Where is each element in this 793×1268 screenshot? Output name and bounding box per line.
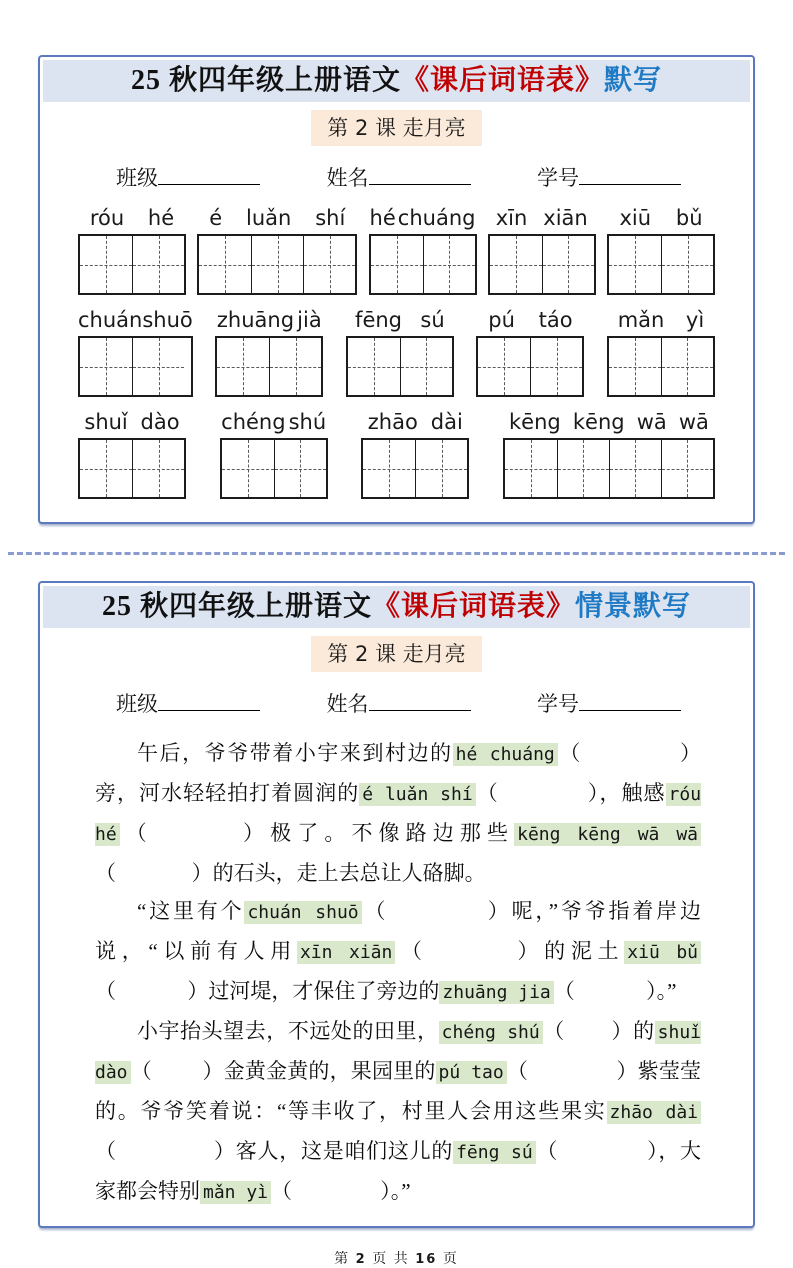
writing-grid	[488, 234, 596, 295]
pinyin-highlight: zhuāng jia	[439, 981, 553, 1004]
answer-blank	[271, 1179, 391, 1203]
open-paren: （	[542, 1019, 565, 1043]
passage-text: 极了。不像路边那些	[270, 821, 515, 845]
writing-grid	[361, 438, 469, 499]
title-prefix: 25 秋四年级上册语文	[130, 65, 401, 96]
pinyin-syllable: dào	[140, 410, 180, 434]
word-grid-area	[78, 206, 715, 522]
pinyin-syllable: shí	[315, 206, 346, 230]
close-paren: ）	[646, 979, 657, 1003]
pinyin-highlight: chéng shú	[439, 1021, 543, 1044]
word-block	[488, 206, 596, 295]
close-paren: ）	[616, 1059, 638, 1083]
pinyin-syllable: jià	[297, 308, 322, 332]
pinyin-label	[488, 206, 596, 231]
writing-grid	[215, 336, 323, 397]
pinyin-syllable: yì	[685, 308, 705, 332]
passage-text: ，触感	[599, 781, 666, 805]
pinyin-syllable: dài	[430, 410, 463, 434]
writing-cell	[251, 236, 303, 293]
answer-blank	[95, 1139, 236, 1163]
lesson-badge: 第 2 课 走月亮	[311, 636, 481, 672]
pinyin-syllable: chuáng	[397, 206, 476, 230]
pinyin-highlight: é luǎn shí	[359, 783, 475, 806]
word-block	[369, 206, 477, 295]
blank-gap	[116, 997, 187, 998]
word-block	[215, 308, 323, 397]
passage-text: “这里有个	[137, 899, 245, 923]
close-paren: ）	[191, 861, 213, 885]
pinyin-label	[78, 206, 186, 231]
answer-blank	[95, 979, 208, 1003]
writing-grid	[607, 234, 715, 295]
writing-cell	[80, 440, 132, 497]
close-paren: ）	[236, 821, 271, 845]
answer-blank	[558, 741, 701, 765]
answer-blank	[536, 1139, 659, 1163]
pinyin-syllable: chéng	[221, 410, 286, 434]
passage-text: 小宇抬头望去，不远处的田里，	[137, 1019, 439, 1043]
passage-paragraph	[95, 892, 701, 1012]
open-paren: （	[95, 979, 116, 1003]
open-paren: （	[557, 741, 582, 765]
word-block	[78, 308, 193, 397]
word-block	[346, 308, 454, 397]
close-paren: ）	[678, 741, 702, 765]
footer-text: 页 共	[372, 1252, 410, 1267]
cut-line-divider	[8, 552, 785, 555]
class-blank-line	[158, 689, 260, 711]
page-footer	[0, 1248, 793, 1268]
close-paren: ）	[511, 939, 545, 963]
answer-blank	[554, 979, 657, 1003]
open-paren: （	[95, 1139, 117, 1163]
blank-gap	[153, 839, 237, 840]
writing-cell	[478, 338, 530, 395]
blank-gap	[292, 1197, 380, 1198]
writing-cell	[542, 236, 594, 293]
pinyin-label	[78, 308, 193, 333]
writing-cell	[371, 236, 423, 293]
writing-cell	[363, 440, 415, 497]
word-block	[197, 206, 357, 295]
writing-cell	[415, 440, 467, 497]
title-prefix: 25 秋四年级上册语文	[101, 591, 372, 622]
pinyin-syllable: sú	[420, 308, 445, 332]
word-block	[220, 410, 328, 499]
pinyin-syllable: chuán	[78, 308, 143, 332]
writing-cell	[274, 440, 326, 497]
answer-blank	[131, 1059, 224, 1083]
pinyin-syllable: hé	[369, 206, 396, 230]
writing-cell	[490, 236, 542, 293]
pinyin-syllable: hé	[147, 206, 175, 230]
passage-text: 的泥土	[544, 939, 625, 963]
pinyin-highlight: xīn xiān	[297, 941, 395, 964]
pinyin-syllable: é	[209, 206, 223, 230]
pinyin-label	[607, 206, 715, 231]
pinyin-syllable: zhāo	[367, 410, 418, 434]
name-blank-line	[369, 689, 471, 711]
pinyin-highlight: shuǐ dào	[95, 1022, 701, 1083]
writing-cell	[661, 338, 713, 395]
passage-text: 过河堤，才保住了旁边的	[208, 979, 440, 1003]
passage-text: 紫莹莹的。爷爷笑着说：“等丰收了，村里人会用这些果实	[95, 1059, 702, 1123]
open-paren: （	[130, 1059, 152, 1083]
writing-cell	[132, 440, 184, 497]
pinyin-syllable: mǎn	[617, 308, 665, 332]
writing-cell	[609, 338, 661, 395]
pinyin-label	[607, 308, 715, 333]
passage-text: 呢，”爷爷指着岸边说，“以前有人用	[95, 899, 701, 963]
dictation-panel	[38, 55, 755, 524]
pinyin-label	[197, 206, 357, 231]
passage-text: 的	[633, 1019, 655, 1043]
student-id-label: 学号	[537, 166, 579, 190]
pinyin-label	[78, 410, 186, 435]
word-block	[607, 308, 715, 397]
pinyin-highlight: zhāo dài	[607, 1101, 701, 1124]
writing-grid	[78, 438, 186, 499]
pinyin-syllable: shuō	[142, 308, 193, 332]
pinyin-syllable: zhuāng	[216, 308, 295, 332]
title-type: 情景默写	[575, 591, 692, 622]
title-book-name: 《课后词语表》	[400, 65, 604, 96]
writing-cell	[530, 338, 582, 395]
close-paren: ）	[213, 1139, 236, 1163]
writing-cell	[400, 338, 452, 395]
title-type: 默写	[604, 65, 663, 96]
pinyin-label	[476, 308, 584, 333]
blank-gap	[152, 1077, 202, 1078]
student-id-blank-line	[579, 689, 681, 711]
blank-gap	[117, 1157, 214, 1158]
pinyin-highlight: kēng kēng wā wā	[514, 823, 701, 846]
pinyin-label	[361, 410, 469, 435]
blank-gap	[582, 759, 679, 760]
writing-cell	[132, 338, 184, 395]
name-label: 姓名	[326, 166, 369, 190]
writing-grid	[476, 336, 584, 397]
blank-gap	[565, 1037, 611, 1038]
passage-paragraph	[95, 734, 701, 892]
close-paren: ）	[380, 1179, 391, 1203]
blank-gap	[388, 917, 485, 918]
blank-gap	[428, 957, 512, 958]
blank-gap	[575, 997, 646, 998]
passage-text: 午后，爷爷带着小宇来到村边的	[137, 741, 453, 765]
writing-grid	[369, 234, 477, 295]
writing-grid	[197, 234, 357, 295]
class-blank-line	[158, 163, 260, 185]
open-paren: （	[506, 1059, 529, 1083]
answer-blank	[395, 939, 544, 963]
title-book-name: 《课后词语表》	[371, 591, 575, 622]
blank-gap	[558, 1157, 646, 1158]
answer-blank	[362, 899, 512, 923]
pinyin-highlight: róu hé	[95, 784, 702, 845]
word-block	[361, 410, 469, 499]
passage-text: 的石头，走上去总让人硌脚。	[212, 861, 486, 885]
writing-cell	[199, 236, 251, 293]
open-paren: （	[553, 979, 575, 1003]
pinyin-label	[346, 308, 454, 333]
writing-grid	[78, 336, 193, 397]
close-paren: ）	[187, 979, 209, 1003]
pinyin-syllable: fēng	[355, 308, 402, 332]
answer-blank	[120, 821, 270, 845]
word-block	[503, 410, 715, 499]
lesson-badge: 第 2 课 走月亮	[311, 110, 481, 146]
passage-text: 金黄金黄的，果园里的	[223, 1059, 436, 1083]
writing-cell	[217, 338, 269, 395]
writing-cell	[132, 236, 184, 293]
word-row	[78, 410, 715, 499]
context-dictation-panel	[38, 581, 755, 1228]
word-row	[78, 308, 715, 397]
student-info-row	[116, 162, 681, 192]
writing-cell	[80, 236, 132, 293]
name-label: 姓名	[326, 692, 369, 716]
pinyin-syllable: róu	[89, 206, 125, 230]
open-paren: （	[119, 821, 153, 845]
student-id-field	[537, 688, 681, 718]
panel2-title	[43, 586, 750, 628]
writing-cell	[557, 440, 609, 497]
footer-text: 第	[334, 1252, 351, 1267]
name-field	[327, 162, 471, 192]
writing-grid	[78, 234, 186, 295]
writing-cell	[348, 338, 400, 395]
story-passage	[62, 734, 733, 1226]
close-paren: ）	[611, 1019, 634, 1043]
open-paren: （	[361, 899, 389, 923]
pinyin-syllable: xīn	[495, 206, 528, 230]
word-block	[78, 410, 186, 499]
panel1-title	[43, 60, 750, 102]
class-field	[116, 688, 260, 718]
writing-cell	[609, 236, 661, 293]
writing-grid	[220, 438, 328, 499]
class-label: 班级	[116, 166, 158, 190]
student-id-label: 学号	[537, 692, 579, 716]
open-paren: （	[395, 939, 428, 963]
writing-grid	[503, 438, 715, 499]
word-row	[78, 206, 715, 295]
pinyin-syllable: pú	[488, 308, 515, 332]
writing-cell	[303, 236, 355, 293]
pinyin-label	[215, 308, 323, 333]
passage-text: ，大家都会特别	[95, 1139, 702, 1203]
writing-cell	[269, 338, 321, 395]
page-number: 2	[355, 1252, 367, 1267]
writing-cell	[222, 440, 274, 497]
pinyin-syllable: kēng	[509, 410, 561, 434]
student-id-field	[537, 162, 681, 192]
open-paren: （	[95, 861, 116, 885]
footer-text: 页	[442, 1252, 459, 1267]
blank-gap	[528, 1077, 616, 1078]
answer-blank	[543, 1019, 633, 1043]
pinyin-label	[369, 206, 477, 231]
pinyin-syllable: shú	[288, 410, 327, 434]
close-paren: ）	[646, 1139, 659, 1163]
open-paren: （	[271, 1179, 293, 1203]
answer-blank	[476, 781, 600, 805]
passage-text: 旁，河水轻轻拍打着圆润的	[95, 781, 360, 805]
pinyin-syllable: kēng	[572, 410, 625, 434]
pinyin-highlight: xiū bǔ	[624, 941, 701, 964]
writing-cell	[661, 236, 713, 293]
pinyin-highlight: mǎn yì	[200, 1181, 271, 1204]
pinyin-highlight: chuán shuō	[244, 901, 361, 924]
pinyin-label	[220, 410, 328, 435]
open-paren: （	[535, 1139, 559, 1163]
passage-text: 客人，这是咱们这儿的	[235, 1139, 454, 1163]
blank-gap	[499, 799, 587, 800]
writing-grid	[346, 336, 454, 397]
class-label: 班级	[116, 692, 158, 716]
word-block	[607, 206, 715, 295]
answer-blank	[507, 1059, 638, 1083]
pinyin-syllable: xiān	[543, 206, 588, 230]
class-field	[116, 162, 260, 192]
close-paren: ）	[586, 781, 600, 805]
writing-cell	[423, 236, 475, 293]
blank-gap	[116, 879, 192, 880]
writing-cell	[661, 440, 713, 497]
pinyin-syllable: táo	[538, 308, 573, 332]
word-block	[78, 206, 186, 295]
writing-cell	[80, 338, 132, 395]
writing-cell	[609, 440, 661, 497]
close-paren: ）	[202, 1059, 224, 1083]
close-paren: ）	[484, 899, 512, 923]
student-info-row	[116, 688, 681, 718]
pinyin-syllable: shuǐ	[84, 410, 128, 434]
passage-text: 。”	[390, 1179, 411, 1203]
open-paren: （	[475, 781, 499, 805]
pinyin-highlight: hé chuáng	[453, 743, 558, 766]
writing-grid	[607, 336, 715, 397]
passage-paragraph	[95, 1012, 701, 1212]
passage-text: 。”	[656, 979, 677, 1003]
pinyin-syllable: wā	[678, 410, 709, 434]
pinyin-syllable: bǔ	[675, 206, 703, 230]
name-blank-line	[369, 163, 471, 185]
writing-cell	[505, 440, 557, 497]
pinyin-label	[503, 410, 715, 435]
word-block	[476, 308, 584, 397]
pinyin-syllable: xiū	[619, 206, 652, 230]
name-field	[327, 688, 471, 718]
answer-blank	[95, 861, 213, 885]
pinyin-syllable: wā	[636, 410, 667, 434]
pinyin-highlight: fēng sú	[453, 1141, 536, 1164]
pinyin-highlight: pú tao	[436, 1061, 507, 1084]
student-id-blank-line	[579, 163, 681, 185]
pinyin-syllable: luǎn	[245, 206, 292, 230]
total-pages: 16	[415, 1252, 438, 1267]
